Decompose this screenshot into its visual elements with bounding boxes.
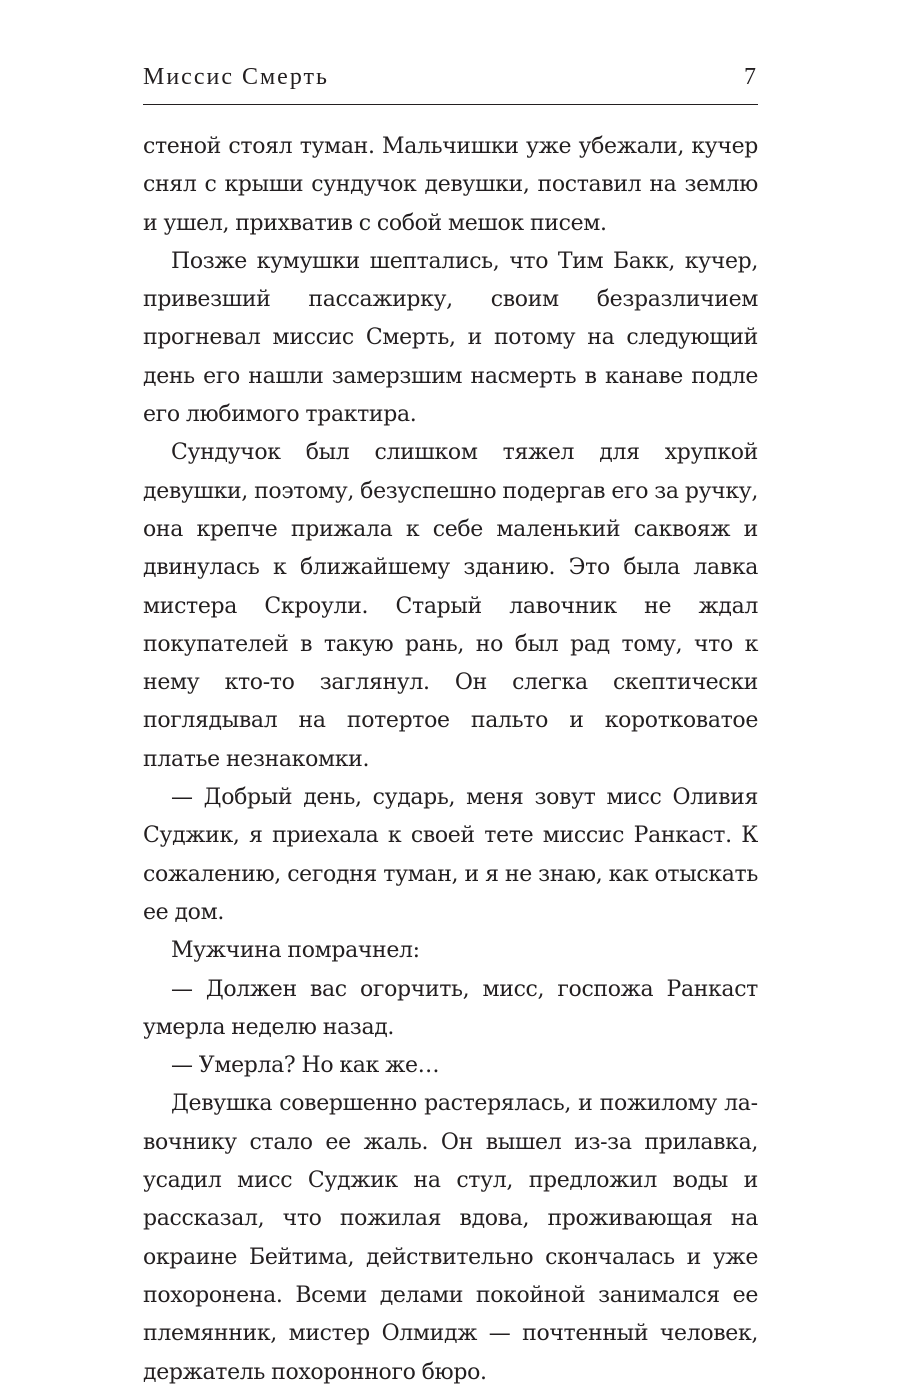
paragraph: Сундучок был слишком тяжел для хрупкой девушки, поэтому, безуспешно подергав его за ручку, она крепче прижала к себе маленький саквояж и двинулась к ближайшему зданию. Это была лавка мистера Скроули. Старый лавочник не ждал покупателей в такую рань, но был рад тому, что к нему кто-то заглянул. Он слегка скептически поглядывал на потертое пальто и коротковатое платье незнакомки. bbox=[143, 440, 758, 772]
header-rule bbox=[143, 104, 758, 105]
body-text bbox=[143, 128, 758, 1392]
page-header bbox=[143, 64, 758, 104]
dialogue-paragraph: — Добрый день, сударь, меня зовут мисс Оливия Суджик, я приехала к своей тете миссис Ранкаст. К сожалению, сегодня туман, и я не знаю, как отыскать ее дом. bbox=[143, 785, 758, 925]
dialogue-paragraph: — Должен вас огорчить, мисс, госпожа Ранкаст умерла неделю назад. bbox=[143, 976, 758, 1040]
paragraph: Девушка совершенно растерялась, и пожилому лавочнику стало ее жаль. Он вышел из-за прилавка, усадил мисс Суджик на стул, предложил воды и рассказал, что пожилая вдова, проживающая на окраине Бейтима, действительно скончалась и уже похоронена. Всеми делами покойной занимался ее племянник, мистер Олмидж — почтенный человек, держатель похоронного бюро. bbox=[143, 1091, 758, 1385]
paragraph: Мужчина помрачнел: bbox=[171, 938, 420, 964]
dialogue-paragraph: — Умерла? Но как же… bbox=[171, 1053, 440, 1079]
paragraph: стеной стоял туман. Мальчишки уже убежали, кучер снял с крыши сундучок девушки, поставил на землю и ушел, прихватив с собой мешок писем. bbox=[143, 134, 758, 236]
page-number: 7 bbox=[744, 64, 756, 90]
running-title: Миссис Смерть bbox=[143, 64, 329, 90]
paragraph: Позже кумушки шептались, что Тим Бакк, кучер, привезший пассажирку, своим безразличием прогневал миссис Смерть, и потому на следующий день его нашли замерзшим насмерть в канаве подле его любимого трактира. bbox=[143, 248, 758, 428]
